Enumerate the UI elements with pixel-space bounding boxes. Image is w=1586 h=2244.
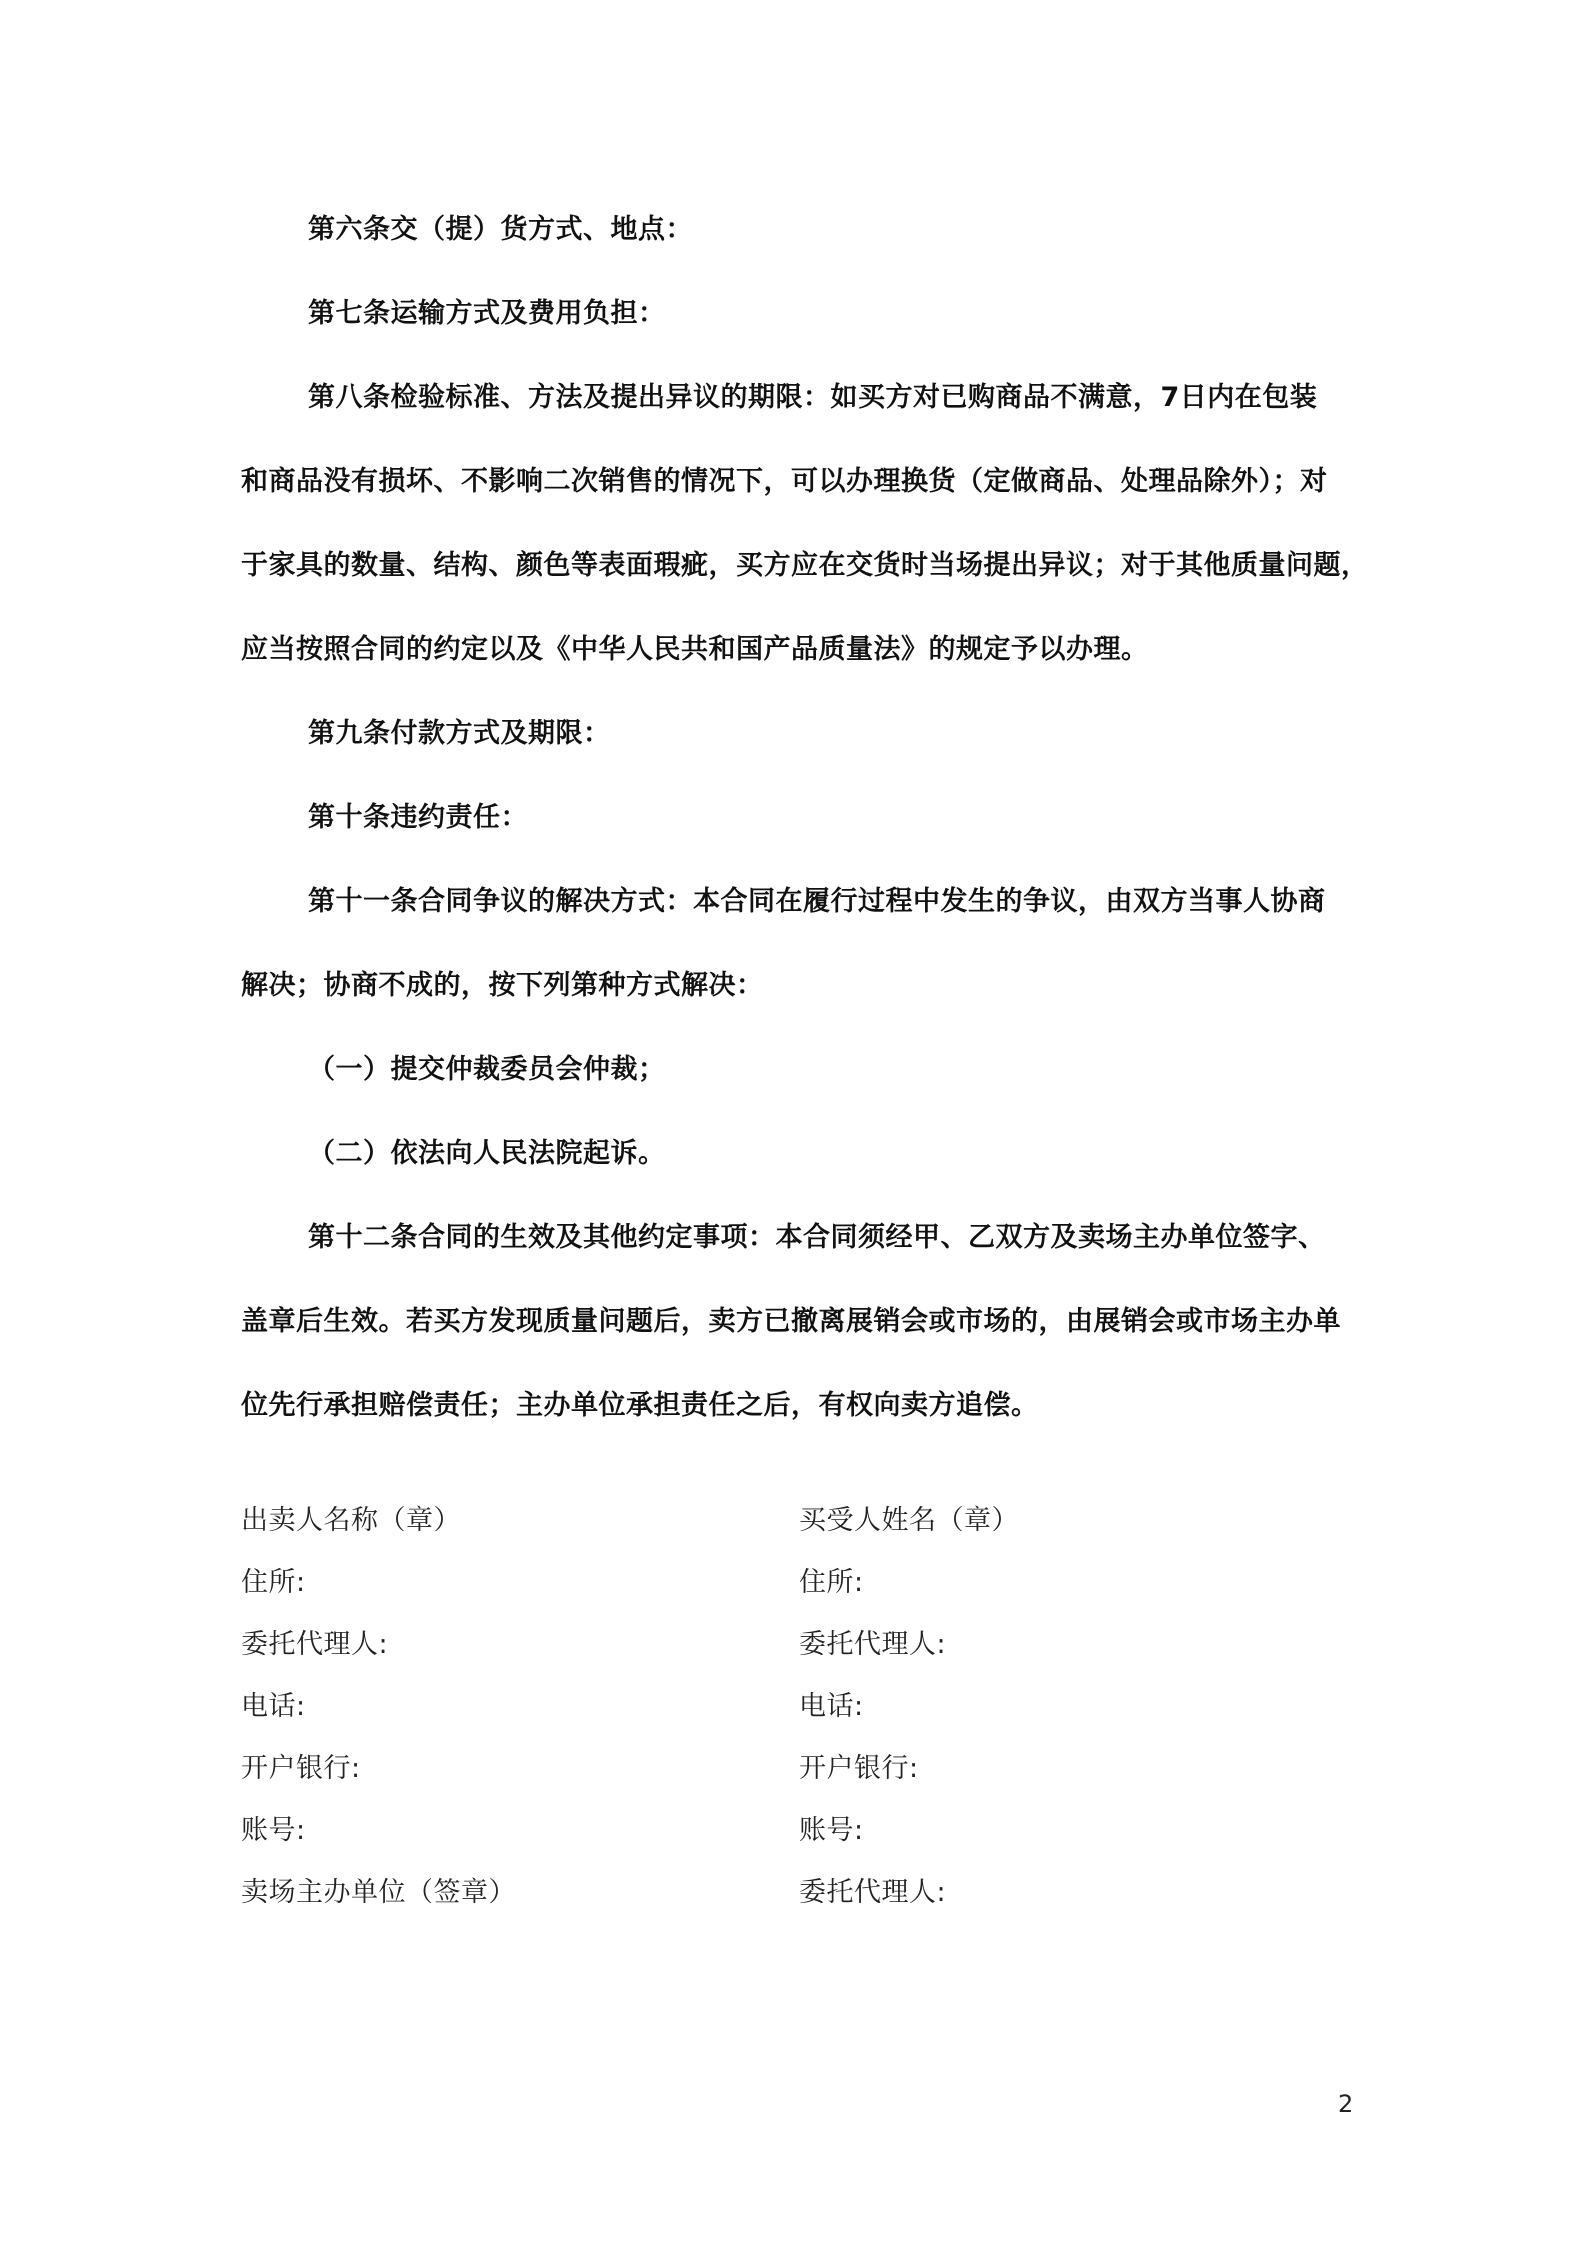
article-9-label: 第九条 <box>308 718 391 749</box>
article-6-text: 交（提）货方式、地点： <box>390 214 693 245</box>
buyer-address-field: 住所: <box>799 1567 864 1598</box>
article-10 <box>308 798 528 838</box>
article-6 <box>308 210 693 250</box>
article-8-text-1: 检验标准、方法及提出异议的期限：如买方对已购商品不满意，7日内在包装 <box>390 382 1318 413</box>
article-12-line-2: 盖章后生效。若买方发现质量问题后，卖方已撤离展销会或市场的，由展销会或市场主办单 <box>241 1306 1341 1337</box>
article-9-text: 付款方式及期限： <box>390 718 611 749</box>
article-6-label: 第六条 <box>308 214 391 245</box>
seller-address-field: 住所: <box>241 1567 306 1598</box>
article-7 <box>308 294 666 334</box>
article-8-label: 第八条 <box>308 382 391 413</box>
article-11-line-1: 第十一条合同争议的解决方式：本合同在履行过程中发生的争议，由双方当事人协商 <box>308 886 1326 917</box>
article-8-line-2: 和商品没有损坏、不影响二次销售的情况下，可以办理换货（定做商品、处理品除外）；对 <box>241 466 1328 497</box>
buyer-account-field: 账号: <box>799 1815 864 1846</box>
article-11-option-1: （一）提交仲裁委员会仲裁； <box>308 1054 666 1085</box>
seller-name-field: 出卖人名称（章） <box>241 1505 461 1536</box>
article-7-text: 运输方式及费用负担： <box>390 298 666 329</box>
article-10-label: 第十条 <box>308 802 391 833</box>
article-7-label: 第七条 <box>308 298 391 329</box>
seller-bank-field: 开户银行: <box>241 1753 361 1784</box>
article-12-line-1: 第十二条合同的生效及其他约定事项：本合同须经甲、乙双方及卖场主办单位签字、 <box>308 1222 1326 1253</box>
article-11-line-2: 解决；协商不成的，按下列第种方式解决： <box>241 970 764 1001</box>
article-8-line-4: 应当按照合同的约定以及《中华人民共和国产品质量法》的规定予以办理。 <box>241 634 1149 665</box>
market-organizer-field: 卖场主办单位（签章） <box>241 1877 516 1908</box>
buyer-agent-field: 委托代理人: <box>799 1629 947 1660</box>
seller-phone-field: 电话: <box>241 1691 306 1722</box>
article-10-text: 违约责任： <box>390 802 528 833</box>
buyer-name-field: 买受人姓名（章） <box>799 1505 1019 1536</box>
article-11-option-2: （二）依法向人民法院起诉。 <box>308 1138 666 1169</box>
organizer-agent-field: 委托代理人: <box>799 1877 947 1908</box>
seller-account-field: 账号: <box>241 1815 306 1846</box>
article-9 <box>308 714 611 754</box>
page-number: 2 <box>1338 2090 1354 2118</box>
article-12-line-3: 位先行承担赔偿责任；主办单位承担责任之后，有权向卖方追偿。 <box>241 1390 1039 1421</box>
article-8-line-3: 于家具的数量、结构、颜色等表面瑕疵，买方应在交货时当场提出异议；对于其他质量问题， <box>241 550 1369 581</box>
article-8-line-1 <box>308 378 1317 418</box>
buyer-phone-field: 电话: <box>799 1691 864 1722</box>
seller-agent-field: 委托代理人: <box>241 1629 389 1660</box>
buyer-bank-field: 开户银行: <box>799 1753 919 1784</box>
